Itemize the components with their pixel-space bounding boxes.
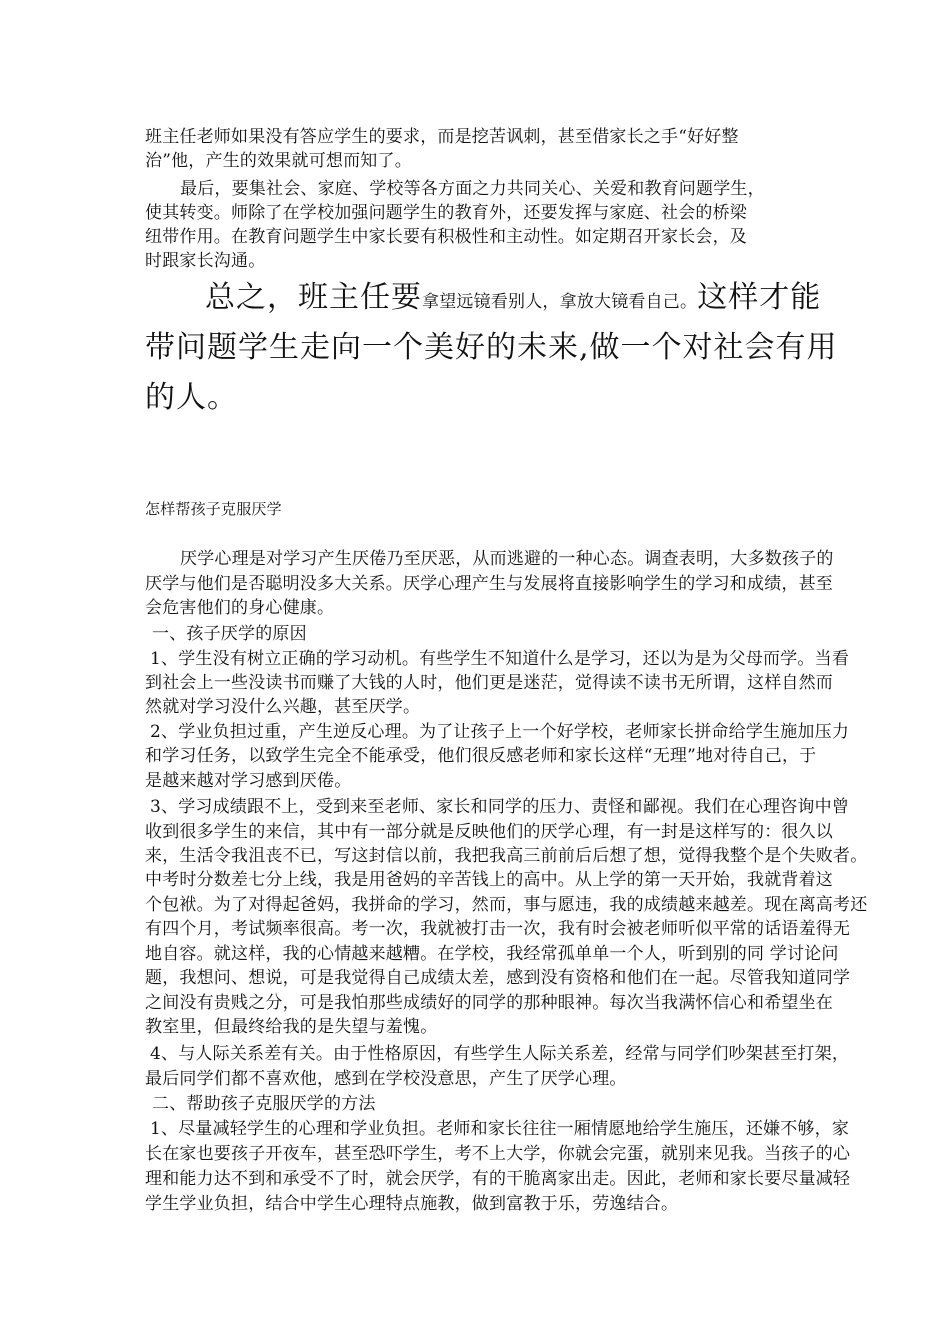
paragraph-line: 1、尽量减轻学生的心理和学业负担。老师和家长往往一厢情愿地给学生施压，还嫌不够，家 bbox=[150, 1119, 850, 1139]
section-heading: 二、帮助孩子克服厌学的方法 bbox=[152, 1094, 376, 1114]
section-title: 怎样帮孩子克服厌学 bbox=[145, 500, 282, 518]
paragraph-line: 班主任老师如果没有答应学生的要求，而是挖苦讽刺，甚至借家长之手“好好整 bbox=[145, 127, 739, 147]
paragraph-line: 和学习任务，以致学生完全不能承受，他们很反感老师和家长这样“无理”地对待自己，于 bbox=[145, 746, 817, 766]
paragraph-line: 纽带作用。在教育问题学生中家长要有积极性和主动性。如定期召开家长会，及 bbox=[145, 227, 747, 247]
paragraph-line: 个包袱。为了对得起爸妈，我拼命的学习，然而，事与愿违，我的成绩越来越差。现在离高考还 bbox=[145, 895, 868, 915]
paragraph-line: 然就对学习没什么兴趣，甚至厌学。 bbox=[145, 697, 421, 717]
paragraph-line: 3、学习成绩跟不上，受到来至老师、家长和同学的压力、责怪和鄙视。我们在心理咨询中曾 bbox=[150, 797, 850, 817]
paragraph-line: 教室里，但最终给我的是失望与羞愧。 bbox=[145, 1017, 438, 1037]
conclusion-emphasis: 这样才能 bbox=[697, 280, 822, 315]
paragraph-line: 中考时分数差七分上线，我是用爸妈的辛苦钱上的高中。从上学的第一天开始，我就背着这 bbox=[145, 870, 833, 890]
paragraph-line: 4、与人际关系差有关。由于性格原因，有些学生人际关系差，经常与同学们吵架甚至打架， bbox=[150, 1044, 850, 1064]
paragraph-line: 学生学业负担，结合中学生心理特点施教，做到富教于乐，劳逸结合。 bbox=[145, 1194, 679, 1214]
paragraph-line: 收到很多学生的来信，其中有一部分就是反映他们的厌学心理，有一封是这样写的：很久以 bbox=[145, 822, 833, 842]
paragraph-line: 来，生活令我沮丧不已，写这封信以前，我把我高三前前后后想了想，觉得我整个是个失败者。 bbox=[145, 846, 868, 866]
conclusion-line-3: 的人。 bbox=[145, 380, 238, 415]
paragraph-line: 最后，要集社会、家庭、学校等各方面之力共同关心、关爱和教育问题学生， bbox=[180, 179, 765, 199]
paragraph-line: 地自容。就这样，我的心情越来越糟。在学校，我经常孤单单一个人，听到别的同 学讨论问 bbox=[145, 944, 839, 964]
paragraph-line: 厌学心理是对学习产生厌倦乃至厌恶，从而逃避的一种心态。调查表明，大多数孩子的 bbox=[180, 549, 834, 569]
section-heading: 一、孩子厌学的原因 bbox=[152, 624, 307, 644]
paragraph-line: 会危害他们的身心健康。 bbox=[145, 598, 335, 618]
paragraph-line: 长在家也要孩子开夜车，甚至恐吓学生，考不上大学，你就会完蛋，就别来见我。当孩子的心 bbox=[145, 1144, 851, 1164]
paragraph-line: 理和能力达不到和承受不了时，就会厌学，有的干脆离家出走。因此，老师和家长要尽量减轻 bbox=[145, 1169, 851, 1189]
conclusion-line-1 bbox=[205, 280, 821, 320]
paragraph-line: 2、学业负担过重，产生逆反心理。为了让孩子上一个好学校，老师家长拼命给学生施加压力 bbox=[150, 722, 850, 742]
paragraph-line: 有四个月，考试频率很高。考一次，我就被打击一次，我有时会被老师听似平常的话语羞得无 bbox=[145, 919, 851, 939]
conclusion-emphasis: 总之，班主任要 bbox=[205, 280, 422, 315]
conclusion-line-2: 带问题学生走向一个美好的未来,做一个对社会有用 bbox=[145, 330, 838, 365]
paragraph-line: 1、学生没有树立正确的学习动机。有些学生不知道什么是学习，还以为是为父母而学。当看 bbox=[150, 649, 850, 669]
paragraph-line: 厌学与他们是否聪明没多大关系。厌学心理产生与发展将直接影响学生的学习和成绩，甚至 bbox=[145, 574, 833, 594]
paragraph-line: 最后同学们都不喜欢他，感到在学校没意思，产生了厌学心理。 bbox=[145, 1069, 627, 1089]
paragraph-line: 使其转变。师除了在学校加强问题学生的教育外，还要发挥与家庭、社会的桥梁 bbox=[145, 203, 747, 223]
paragraph-line: 题，我想问、想说，可是我觉得自己成绩太差，感到没有资格和他们在一起。尽管我知道同学 bbox=[145, 968, 851, 988]
conclusion-inline-text: 拿望远镜看别人，拿放大镜看自己。 bbox=[422, 292, 698, 312]
paragraph-line: 时跟家长沟通。 bbox=[145, 251, 266, 271]
paragraph-line: 治”他，产生的效果就可想而知了。 bbox=[145, 151, 412, 171]
paragraph-line: 是越来越对学习感到厌倦。 bbox=[145, 771, 352, 791]
paragraph-line: 之间没有贵贱之分，可是我怕那些成绩好的同学的那种眼神。每次当我满怀信心和希望坐在 bbox=[145, 993, 833, 1013]
paragraph-line: 到社会上一些没读书而赚了大钱的人时，他们更是迷茫，觉得读不读书无所谓，这样自然而 bbox=[145, 673, 833, 693]
